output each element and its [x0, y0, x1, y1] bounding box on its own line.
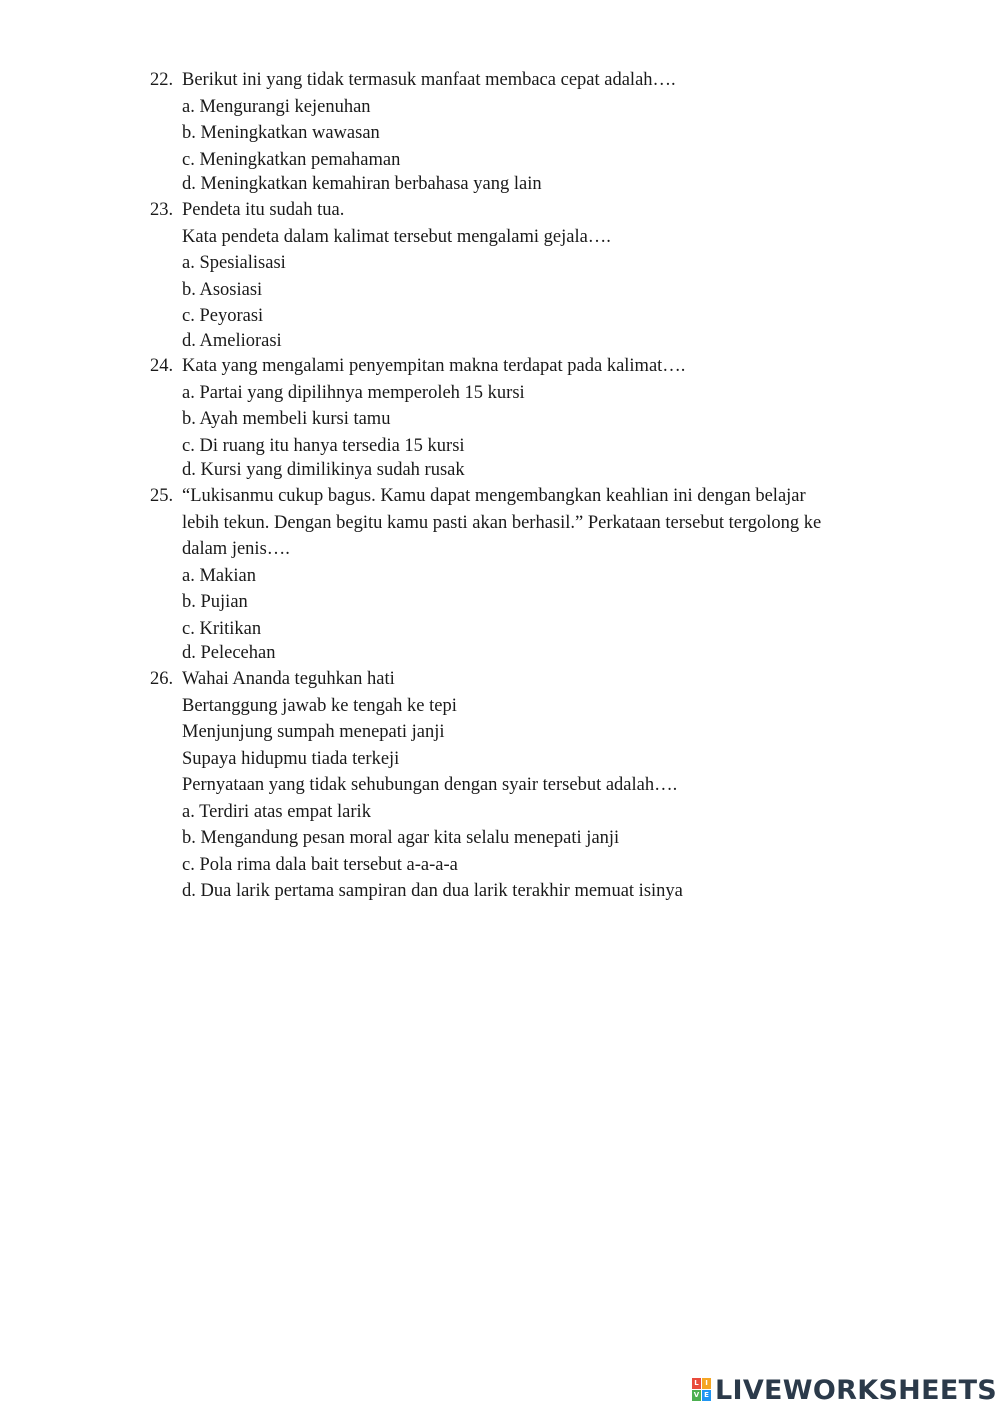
option-a[interactable]: a. Makian — [182, 565, 256, 586]
option-b[interactable]: b. Ayah membeli kursi tamu — [182, 409, 391, 429]
question-22 — [150, 67, 890, 196]
question-number: 26. — [150, 669, 174, 689]
option-b[interactable]: b. Meningkatkan wawasan — [182, 123, 380, 143]
question-number: 25. — [150, 486, 174, 506]
liveworksheets-logo — [692, 1373, 997, 1407]
option-d[interactable]: d. Kursi yang dimilikinya sudah rusak — [182, 460, 465, 480]
question-stem-line-3: dalam jenis…. — [182, 539, 290, 559]
poem-line-2: Bertanggung jawab ke tengah ke tepi — [182, 695, 457, 716]
poem-line-4: Supaya hidupmu tiada terkeji — [182, 748, 400, 769]
option-c[interactable]: c. Kritikan — [182, 618, 262, 639]
question-23 — [150, 197, 890, 353]
option-a[interactable]: a. Mengurangi kejenuhan — [182, 96, 371, 117]
question-25 — [150, 483, 890, 665]
question-number: 23. — [150, 200, 174, 220]
question-number: 24. — [150, 356, 174, 376]
option-b[interactable]: b. Pujian — [182, 592, 248, 612]
question-stem-line-1: Pendeta itu sudah tua. — [182, 200, 345, 220]
option-a[interactable]: a. Spesialisasi — [182, 253, 286, 273]
question-stem: Pernyataan yang tidak sehubungan dengan syair tersebut adalah…. — [182, 775, 678, 795]
question-stem: Berikut ini yang tidak termasuk manfaat membaca cepat adalah…. — [182, 70, 676, 90]
option-c[interactable]: c. Meningkatkan pemahaman — [182, 149, 401, 170]
option-c[interactable]: c. Peyorasi — [182, 306, 264, 326]
poem-line-3: Menjunjung sumpah menepati janji — [182, 722, 445, 742]
question-number: 22. — [150, 70, 174, 90]
liveworksheets-mark-icon — [692, 1378, 712, 1402]
question-stem-line-2: lebih tekun. Dengan begitu kamu pasti akan berhasil.” Perkataan tersebut tergolong ke — [182, 512, 822, 533]
option-a[interactable]: a. Terdiri atas empat larik — [182, 801, 371, 822]
option-a[interactable]: a. Partai yang dipilihnya memperoleh 15 kursi — [182, 382, 525, 403]
poem-line-1: Wahai Ananda teguhkan hati — [182, 669, 395, 689]
option-d[interactable]: d. Meningkatkan kemahiran berbahasa yang lain — [182, 174, 542, 194]
mark-letter-e: E — [702, 1390, 711, 1401]
brand-name: LIVEWORKSHEETS — [715, 1374, 998, 1406]
option-b[interactable]: b. Mengandung pesan moral agar kita selalu menepati janji — [182, 828, 620, 848]
question-24 — [150, 353, 890, 482]
option-c[interactable]: c. Pola rima dala bait tersebut a-a-a-a — [182, 854, 458, 875]
option-c[interactable]: c. Di ruang itu hanya tersedia 15 kursi — [182, 435, 465, 456]
option-d[interactable]: d. Ameliorasi — [182, 330, 282, 351]
question-stem-line-2: Kata pendeta dalam kalimat tersebut mengalami gejala…. — [182, 226, 611, 247]
option-b[interactable]: b. Asosiasi — [182, 279, 263, 300]
question-26 — [150, 666, 890, 905]
option-d[interactable]: d. Dua larik pertama sampiran dan dua larik terakhir memuat isinya — [182, 881, 683, 901]
option-d[interactable]: d. Pelecehan — [182, 643, 276, 663]
mark-letter-v: V — [693, 1391, 700, 1399]
mark-letter-l: L — [692, 1378, 701, 1389]
question-stem: Kata yang mengalami penyempitan makna terdapat pada kalimat…. — [182, 356, 686, 376]
mark-letter-i: I — [702, 1378, 711, 1389]
question-stem-line-1: “Lukisanmu cukup bagus. Kamu dapat mengembangkan keahlian ini dengan belajar — [182, 486, 806, 506]
